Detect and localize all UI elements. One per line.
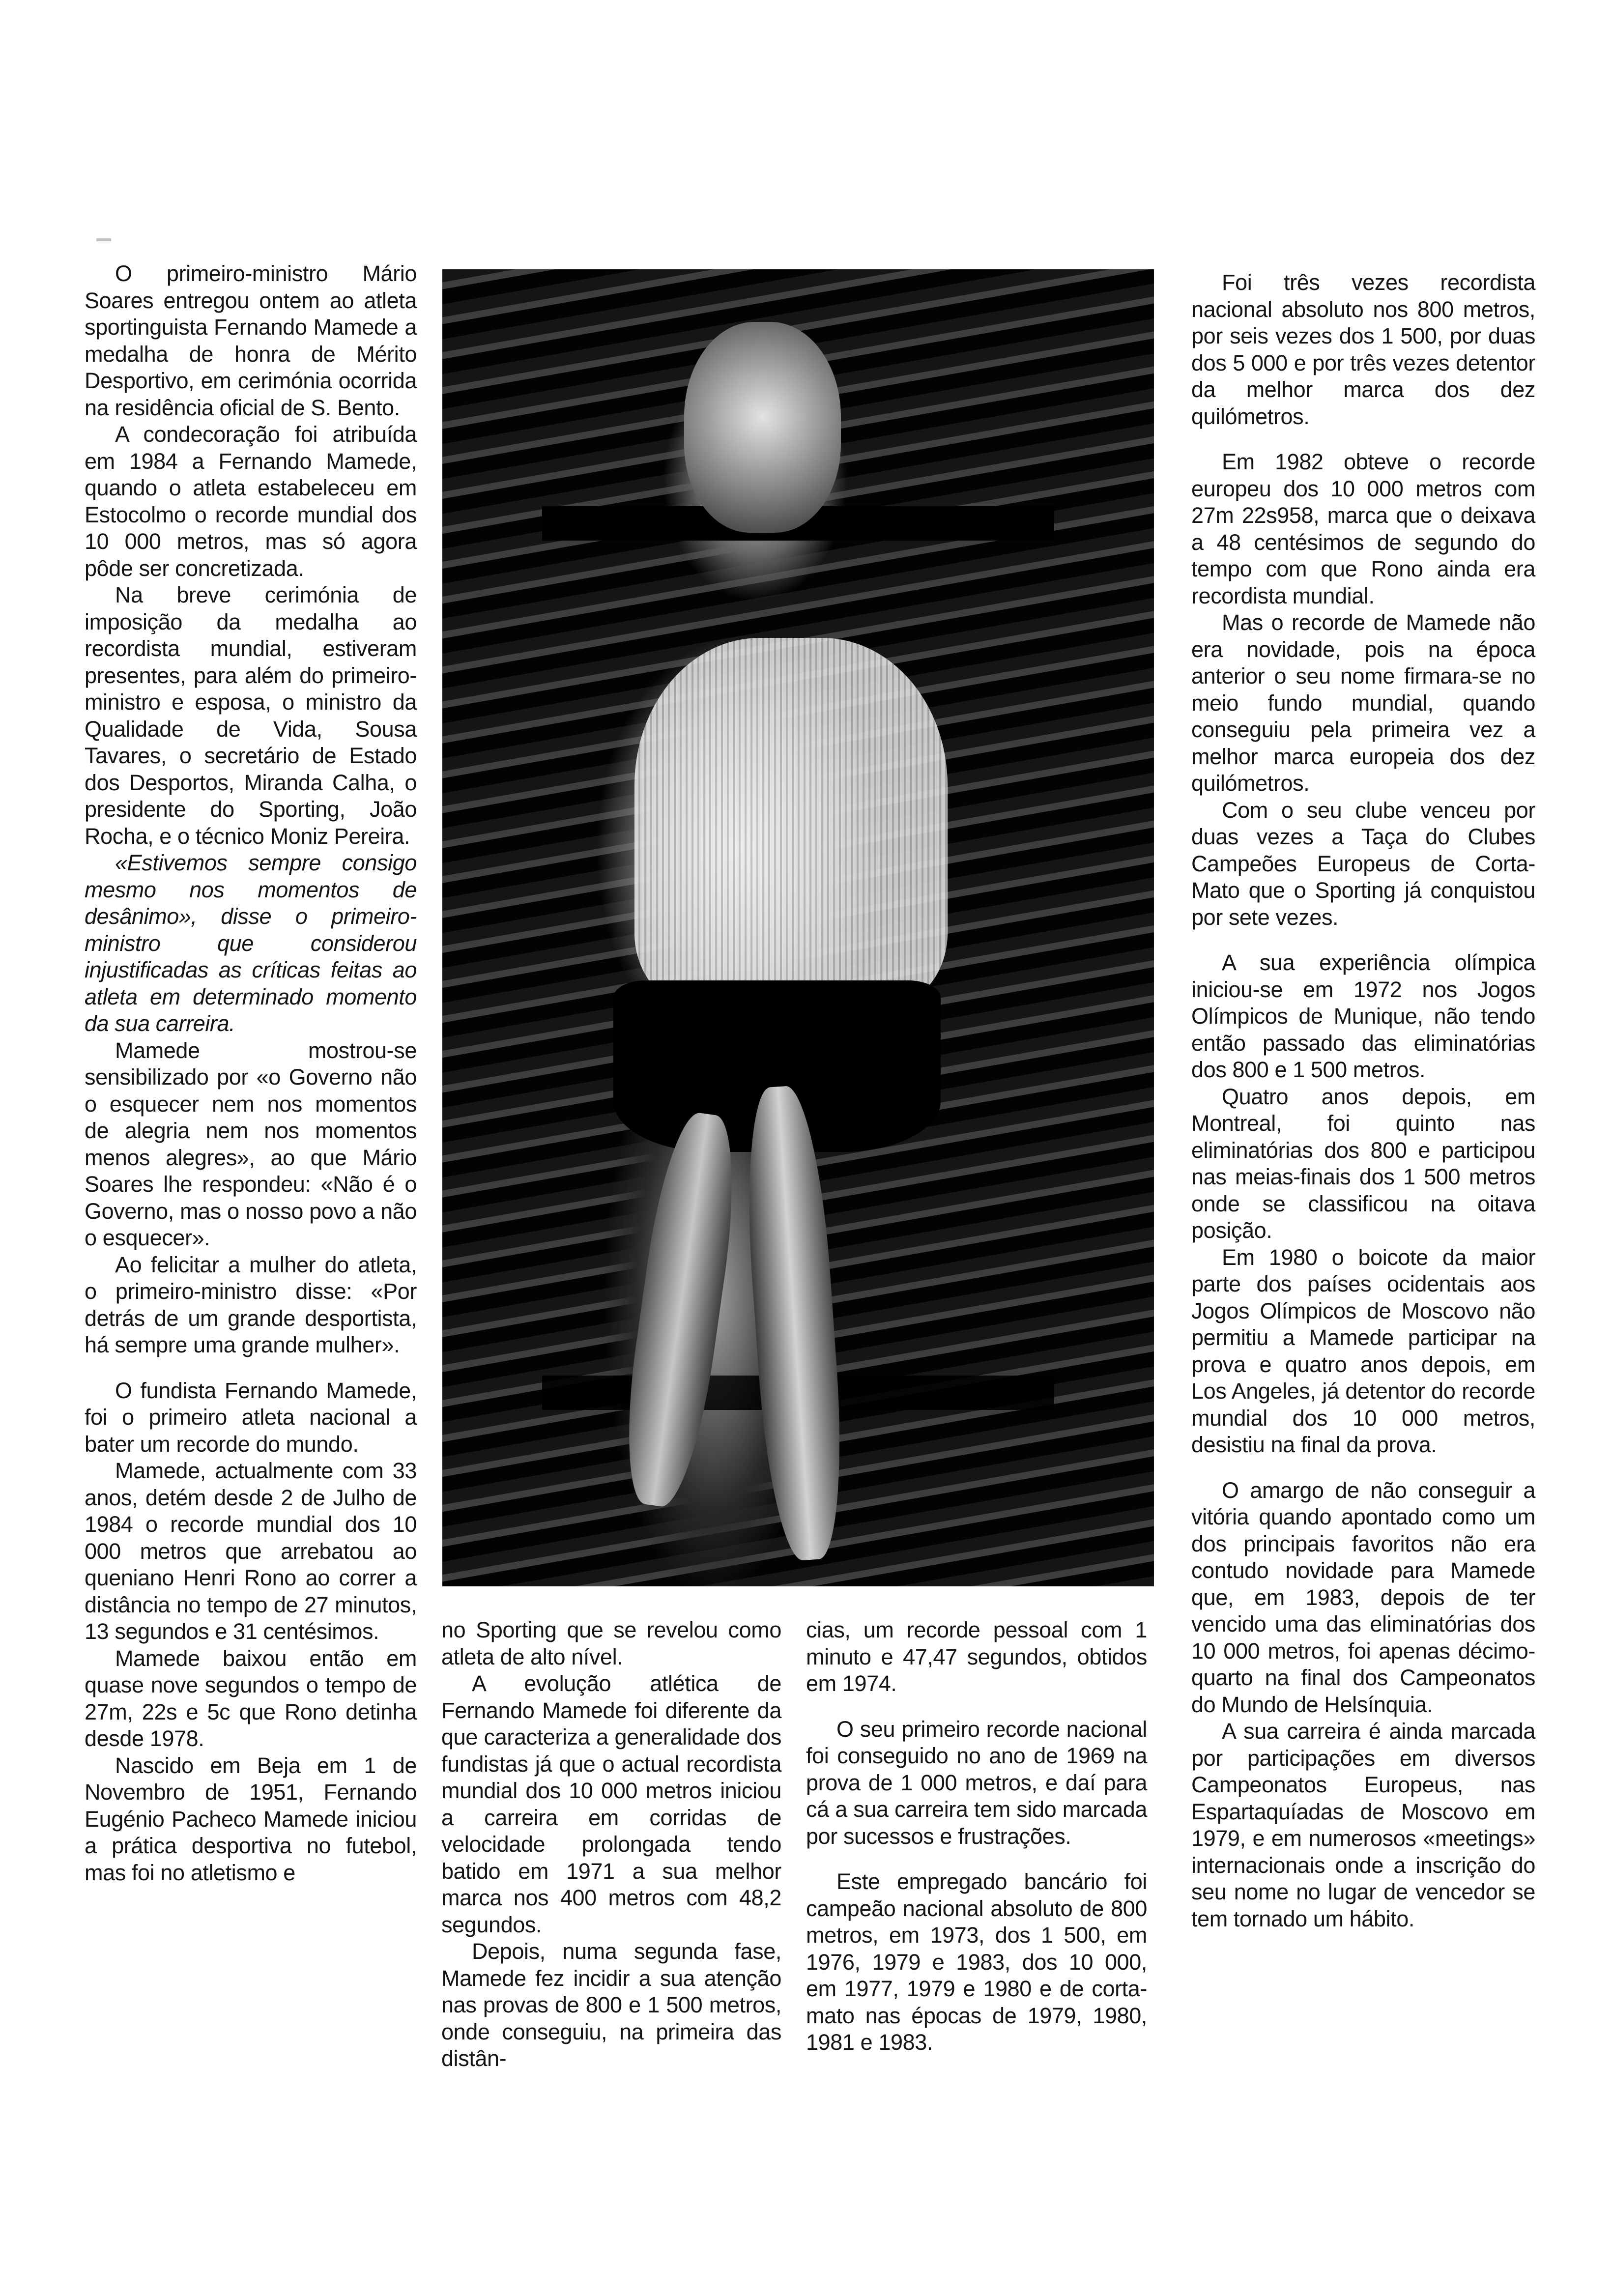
paragraph: O amargo de não conseguir a vitória quando apontado como um dos principais favoritos não era contudo novidade para Mamede que, em 1983, depois de ter vencido uma das eliminatórias dos 10 000 metros, foi apenas décimo-quarto na final dos Campeonatos do Mundo de Helsínquia. (1191, 1477, 1535, 1717)
paragraph: A sua experiência olímpica iniciou-se em 1972 nos Jogos Olímpicos de Munique, não tendo então passado das eliminatórias dos 800 e 1 500 metros. (1191, 950, 1535, 1082)
paragraph: O seu primeiro recorde nacional foi conseguido no ano de 1969 na prova de 1 000 metros, e daí para cá a sua carreira tem sido marcada por sucessos e frustrações. (806, 1716, 1147, 1849)
article-column-2 (441, 1617, 781, 2072)
paragraph: no Sporting que se revelou como atleta de alto nível. (441, 1617, 781, 1669)
print-speck (96, 238, 111, 241)
article-column-1 (85, 260, 417, 1886)
paragraph: Na breve cerimónia de imposição da medalha ao recordista mundial, estiveram presentes, para além do primeiro-ministro e esposa, o ministro da Qualidade de Vida, Sousa Tavares, o secretário de Estado dos Desportos, Miranda Calha, o presidente do Sporting, João Rocha, e o técnico Moniz Pereira. (85, 582, 417, 849)
quote-text: «Estivemos sempre consigo mesmo nos momentos de desânimo», disse o primeiro-ministro que considerou injustificadas as críticas feitas ao atleta em determinado momento da sua carreira. (85, 850, 417, 1036)
paragraph: Em 1980 o boicote da maior parte dos países ocidentais aos Jogos Olímpicos de Moscovo não permitiu a Mamede participar na prova e quatro anos depois, em Los Angeles, já detentor do recorde mundial dos 10 000 metros, desistiu na final da prova. (1191, 1244, 1535, 1457)
paragraph: O fundista Fernando Mamede, foi o primeiro atleta nacional a bater um recorde do mundo. (85, 1378, 417, 1457)
runner-head (684, 322, 841, 533)
paragraph: Mas o recorde de Mamede não era novidade, pois na época anterior o seu nome firmara-se no meio fundo mundial, quando conseguiu pela primeira vez a melhor marca europeia dos dez quilómetros. (1191, 610, 1535, 796)
paragraph: A sua carreira é ainda marcada por participações em diversos Campeonatos Europeus, nas Espartaquíadas de Moscovo em 1979, e em numerosos «meetings» internacionais onde a inscrição do seu nome no lugar de vencedor se tem tornado um hábito. (1191, 1719, 1535, 1931)
paragraph (85, 850, 417, 1037)
paragraph: Foi três vezes recordista nacional absoluto nos 800 metros, por seis vezes dos 1 500, por duas dos 5 000 e por três vezes detentor da melhor marca dos dez quilómetros. (1191, 270, 1535, 429)
paragraph: Em 1982 obteve o recorde europeu dos 10 000 metros com 27m 22s958, marca que o deixava a 48 centésimos de segundo do tempo com que Rono ainda era recordista mundial. (1191, 449, 1535, 608)
runner-torso (634, 638, 948, 1006)
paragraph: Nascido em Beja em 1 de Novembro de 1951, Fernando Eugénio Pacheco Mamede iniciou a prática desportiva no futebol, mas foi no atletismo e (85, 1752, 417, 1885)
paragraph: A evolução atlética de Fernando Mamede foi diferente da que caracteriza a generalidade dos fundistas já que o actual recordista mundial dos 10 000 metros iniciou a carreira em corridas de velocidade prolongada tendo batido em 1971 a sua melhor marca nos 400 metros com 48,2 segundos. (441, 1671, 781, 1937)
runner-photo (442, 269, 1154, 1586)
paragraph: Ao felicitar a mulher do atleta, o primeiro-ministro disse: «Por detrás de um grande desportista, há sempre uma grande mulher». (85, 1252, 417, 1357)
paragraph: Depois, numa segunda fase, Mamede fez incidir a sua atenção nas provas de 800 e 1 500 metros, onde conseguiu, na primeira das distân- (441, 1939, 781, 2071)
runner-right-leg (739, 1084, 850, 1562)
paragraph: O primeiro-ministro Mário Soares entregou ontem ao atleta sportinguista Fernando Mamede a medalha de honra de Mérito Desportivo, em cerimónia ocorrida na residência oficial de S. Bento. (85, 261, 417, 420)
paragraph: Com o seu clube venceu por duas vezes a Taça do Clubes Campeões Europeus de Corta-Mato que o Sporting já conquistou por sete vezes. (1191, 797, 1535, 930)
paragraph: Mamede baixou então em quase nove segundos o tempo de 27m, 22s e 5c que Rono detinha desde 1978. (85, 1645, 417, 1751)
paragraph: Mamede, actualmente com 33 anos, detém desde 2 de Julho de 1984 o recorde mundial dos 10 000 metros que arrebatou ao queniano Henri Rono ao correr a distância no tempo de 27 minutos, 13 segundos e 31 centésimos. (85, 1458, 417, 1644)
paragraph: A condecoração foi atribuída em 1984 a Fernando Mamede, quando o atleta estabeleceu em Estocolmo o recorde mundial dos 10 000 metros, mas só agora pôde ser concretizada. (85, 422, 417, 581)
paragraph: Este empregado bancário foi campeão nacional absoluto de 800 metros, em 1973, dos 1 500, em 1976, 1979 e 1983, dos 10 000, em 1977, 1979 e 1980 e de corta-mato nas épocas de 1979, 1980, 1981 e 1983. (806, 1869, 1147, 2055)
article-column-3 (806, 1617, 1147, 2056)
runner-left-leg (614, 1109, 747, 1511)
paragraph: Mamede mostrou-se sensibilizado por «o Governo não o esquecer nem nos momentos de alegria nem nos momentos menos alegres», ao que Mário Soares lhe respondeu: «Não é o Governo, mas o nosso povo a não o esquecer». (85, 1037, 417, 1250)
paragraph: cias, um recorde pessoal com 1 minuto e 47,47 segundos, obtidos em 1974. (806, 1617, 1147, 1696)
article-column-4 (1191, 269, 1535, 1932)
paragraph: Quatro anos depois, em Montreal, foi quinto nas eliminatórias dos 800 e participou nas meias-finais dos 1 500 metros onde se classificou na oitava posição. (1191, 1084, 1535, 1243)
